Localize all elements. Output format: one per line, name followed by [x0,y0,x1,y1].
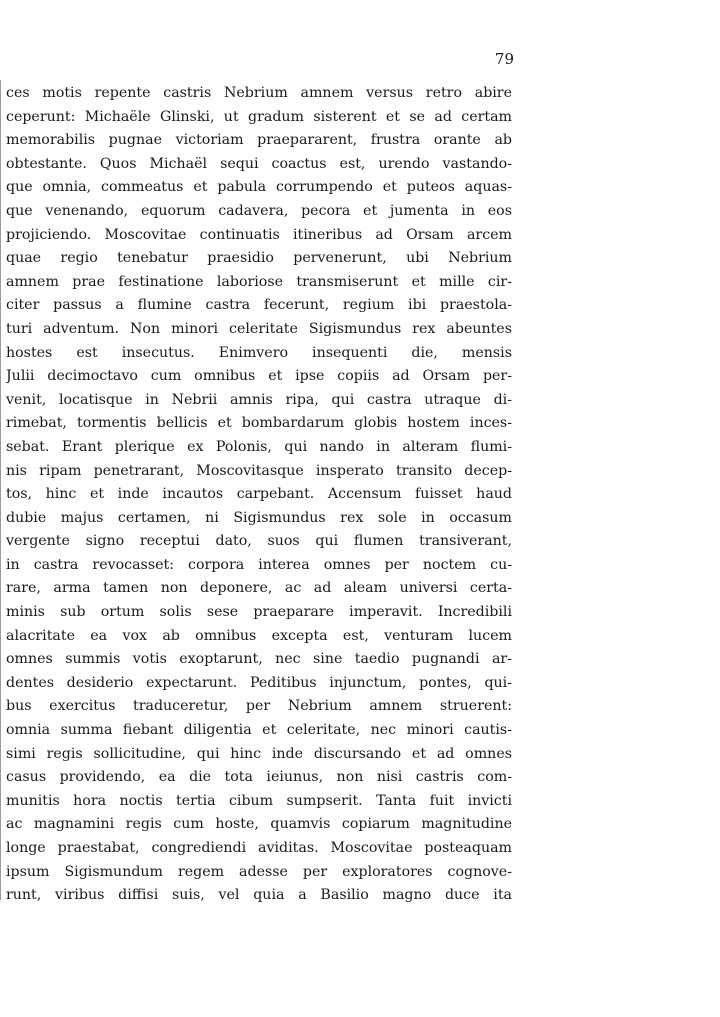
text-line: projiciendo. Moscovitae continuatis itineribus ad Orsam arcem [6,226,512,243]
text-line: ces motis repente castris Nebrium amnem versus retro abire [6,85,512,101]
text-line: casus providendo, ea die tota ieiunus, non nisi castris com- [6,769,512,786]
text-line: Julii decimoctavo cum omnibus et ipse copiis ad Orsam per- [6,368,512,385]
text-line: bus exercitus traduceretur, per Nebrium amnem struerent: [6,698,512,715]
text-line: ipsum Sigismundum regem adesse per exploratores cognove- [6,863,512,880]
text-line: nis ripam penetrarant, Moscovitasque insperato transito decep- [6,462,512,479]
text-line: vergente signo receptui dato, suos qui flumen transiverant, [6,533,512,550]
text-line: longe praestabat, congrediendi aviditas. Moscovitae posteaquam [6,840,512,856]
body-text [6,82,512,908]
text-line: citer passus a flumine castra fecerunt, regium ibi praestola- [6,297,512,314]
text-line: quae regio tenebatur praesidio pervenerunt, ubi Nebrium [6,250,512,267]
text-line: rimebat, tormentis bellicis et bombardarum globis hostem inces- [6,415,512,432]
text-line: omnia summa fiebant diligentia et celeritate, nec minori cautis- [6,722,512,739]
page-left-edge [0,80,1,900]
text-line: munitis hora noctis tertia cibum sumpserit. Tanta fuit invicti [6,792,512,809]
text-line: ac magnamini regis cum hoste, quamvis copiarum magnitudine [6,816,512,833]
text-line: venit, locatisque in Nebrii amnis ripa, qui castra utraque di- [6,391,512,408]
text-line: ceperunt: Michaële Glinski, ut gradum sisterent et se ad certam [6,108,512,125]
text-line: sebat. Erant plerique ex Polonis, qui nando in alteram flumi- [6,438,512,455]
text-line: rare, arma tamen non deponere, ac ad aleam universi certa- [6,580,512,597]
text-line: amnem prae festinatione laboriose transmiserunt et mille cir- [6,273,512,290]
text-line: runt, viribus diffisi suis, vel quia a Basilio magno duce ita [6,887,512,904]
text-line: dentes desiderio expectarunt. Peditibus injunctum, pontes, qui- [6,674,512,691]
text-line: memorabilis pugnae victoriam praepararent, frustra orante ab [6,132,512,149]
text-line: que venenando, equorum cadavera, pecora et jumenta in eos [6,202,512,219]
text-line: alacritate ea vox ab omnibus excepta est, venturam lucem [6,627,512,644]
page-number: 79 [494,50,514,68]
text-line: turi adventum. Non minori celeritate Sigismundus rex abeuntes [6,320,512,337]
text-line: in castra revocasset: corpora interea omnes per noctem cu- [6,556,512,573]
text-line: que omnia, commeatus et pabula corrumpendo et puteos aquas- [6,179,512,196]
text-line: simi regis sollicitudine, qui hinc inde discursando et ad omnes [6,745,512,762]
text-line: omnes summis votis exoptarunt, nec sine taedio pugnandi ar- [6,651,512,668]
text-line: dubie majus certamen, ni Sigismundus rex sole in occasum [6,509,512,526]
text-line: hostes est insecutus. Enimvero insequenti die, mensis [6,344,512,361]
text-line: minis sub ortum solis sese praeparare imperavit. Incredibili [6,604,512,621]
text-line: obtestante. Quos Michaël sequi coactus est, urendo vastando- [6,155,512,172]
text-line: tos, hinc et inde incautos carpebant. Accensum fuisset haud [6,486,512,503]
